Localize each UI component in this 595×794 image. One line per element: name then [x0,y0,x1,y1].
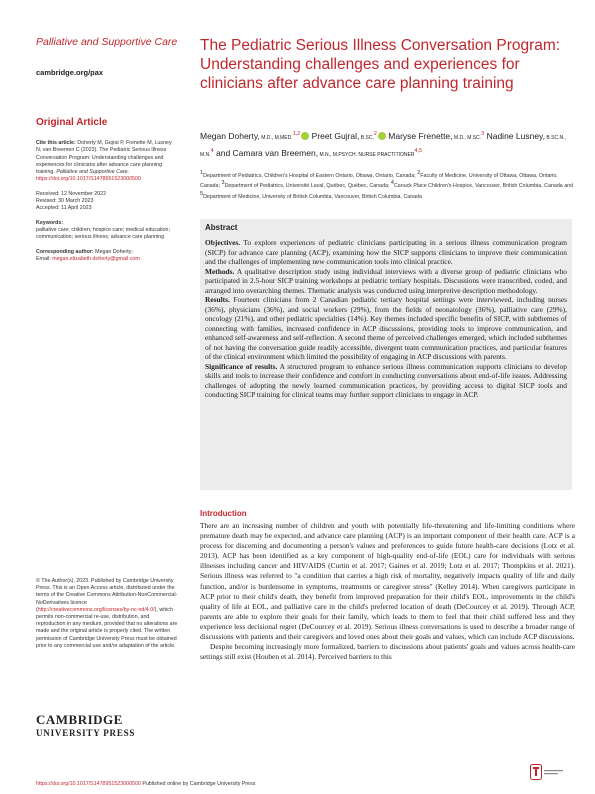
author-affiliation-sup: 1,2 [292,131,301,137]
dates-block [36,191,176,213]
article-metadata [36,140,176,270]
author-affiliation-sup: 2 [373,131,377,137]
keywords-text: palliative care; children; hospice care; medical education; communication; serious illness; advance care planning [36,226,170,241]
corresponding-name: Megan Doherty; [93,248,133,255]
intro-paragraph-1: There are an increasing number of children and youth with potentially life-threatening and life-limiting conditions where premature death may be expected, and advance care planning (ACP) is an important component of their health care. ACP is a process for discerning and documenting a person's values and preferences to guide future health-care decisions (Lotz et al. 2013). ACP has been identified as a key component of high-quality end-of-life (EOL) care for individuals with serious illnesses including cancer and HIV/AIDS (Curtin et al. 2017; Gaines et al. 2019; Lotz et al. 2017; Thompkins et al. 2021). Serious illness was referred to "a condition that carries a high risk of mortality, negatively impacts quality of life and daily function, and/or is burdensome in symptoms, treatments or caregiver stress" (Kelley 2014). When caregivers participate in ACP prior to their child's death, they benefit from improved preparation for their child's EOL, improvements in the child's quality of life at EOL, and palliative care in the child's preferred location of death (DeCourcey et al. 2019). Through ACP, parents are able to explore their goals for their family, which leads to them to feel that their child suffered less and they experience less decisional regret (DeCourcey et al. 2019). Serious illness conversations is used to describe a broader range of discussions with patients and their caregivers and loved ones about their goals and values, which can include ACP discussions. [200,521,575,642]
author-name: Megan Doherty, [200,130,260,141]
abstract-significance [205,362,567,400]
author-credentials: M.N., M.PSYCH. NURSE PRACTITIONER [318,151,415,158]
introduction-heading: Introduction [200,509,247,518]
intro-paragraph-2: Despite becoming increasingly more formalized, barriers to discussions about patients' goals and values across health-care settings still exist (Houben et al. 2014). Perceived barriers to this [200,642,575,662]
author-name: Maryse Frenette, [388,130,453,141]
author-affiliation-sup: 3 [481,131,485,137]
author-credentials: M.D., M.SC. [452,134,482,141]
license-text [36,578,178,650]
author-name: Nadine Lusney, [486,130,546,141]
email-link[interactable]: megan.elizabeth.doherty@gmail.com [52,255,140,262]
author [216,148,422,158]
significance-text: A structured program to enhance serious illness communication supports clinicians to develop skills and tools to increase their confidence and comfort in conducting conversations about end-of-life issues. Addressing challenges of adopting the newly learned communication practices, by providing access to digital SICP tools and conducting SICP training for clinical teams may further support clinicians to engage in ACP. [205,361,567,399]
license-part2: ), which permits non-commercial re-use, distribution, and reproduction in any medium, provided that no alterations are made and the original article is properly cited. The written permission of Cambridge University Press must be obtained prior to any commercial use and/or adaptation of the article. [36,606,178,649]
objectives-label: Objectives. [205,238,241,247]
citation-block [36,140,176,184]
abstract-heading: Abstract [205,223,238,232]
author-name: and Camara van Breemen, [216,147,319,158]
keywords-block [36,220,176,242]
cite-doi-link[interactable]: https://doi.org/10.1017/S1478951523000500 [36,176,141,183]
objectives-text: To explore experiences of pediatric clinicians participating in a serious illness communication program (SICP) for advance care planning (ACP), examining how the SICP supports clinicians to improve their communication and the challenges of implementing new communication tools into clinical practice. [205,238,567,266]
author-affiliation-sup: 4,5 [414,147,423,154]
keywords-label: Keywords: [36,219,64,226]
orcid-icon[interactable] [378,132,386,140]
footer-doi-link[interactable]: https://doi.org/10.1017/S1478951523000500 [36,781,141,787]
cite-label: Cite this article: [36,140,76,146]
significance-label: Significance of results. [205,361,278,371]
introduction-body [200,521,575,662]
journal-name: Palliative and Supportive Care [36,36,178,48]
logo-line1: CAMBRIDGE [36,712,123,727]
author [388,131,484,141]
article-type: Original Article [36,117,108,128]
author-credentials: B.SC. [359,134,374,141]
revised-date: Revised: 30 March 2023 [36,198,94,205]
article-title: The Pediatric Serious Illness Conversation Program: Understanding challenges and experiences for clinicians after advance care planning training [200,37,561,92]
license-link[interactable]: http://creativecommons.org/licenses/by-nc-nd/4.0/ [37,606,155,613]
results-text: Fourteen clinicians from 2 Canadian pediatric tertiary hospital settings were interviewed, including nurses (36%), physicians (36%), and social workers (29%), from the fields of neonatology (36%), palliative care (29%), oncology (21%), and other pediatric specialties (14%). Key themes included specific benefits of SICP, with subthemes of connecting with families, increased confidence in ACP discussions, providing tools to improve communication, and enhanced self-awareness and self-reflection. A second theme of perceived challenges emerged, which included subthemes of not having the conversation guide readily accessible, divergent team communication practices, and particular features of the clinical environment which limited the possibility of engaging in ACP discussions with parents. [205,295,567,361]
author-credentials: B.SC.N., M.N. [200,134,566,158]
methods-label: Methods. [205,266,235,276]
email-label: Email: [36,255,53,262]
author-list [200,128,570,162]
abstract-body [205,238,567,400]
corresponding-label: Corresponding author: [36,248,94,255]
corresponding-block [36,249,176,264]
abstract-results [205,295,567,362]
logo-line2: UNIVERSITY PRESS [36,728,136,738]
cite-text: Doherty M, Gujral P, Frenette M, Lusney N, van Breemen C (2023). The Pediatric Serious Illness Conversation Program: Understanding challenges and experiences for clinicians after advance care planning training. [36,140,172,176]
license-part1: © The Author(s), 2023. Published by Cambridge University Press. This is an Open Access article, distributed under the terms of the Creative Commons Attribution-NonCommercial-NoDerivatives licence ( [36,578,178,613]
abstract-objectives [205,238,567,267]
accepted-date: Accepted: 11 April 2023 [36,205,92,212]
affiliations: $^1$Department of Pediatrics, Children's Hospital of Eastern Ontario, Ottawa, Ontario, Canada; $^2$Faculty of Medicine, University of Ottawa, Ottawa, Ontario, Canada; $^3$Department of Pediatrics, Université Laval, Québec, Québec, Canada; $^4$Canuck Place Children's Hospice, Vancouver, British Columbia, Canada and $^5$Department of Medicine, University of British Columbia, Vancouver, British Columbia, Canada [200,170,574,200]
abstract-methods [205,267,567,296]
author-name: Preet Gujral, [311,130,360,141]
received-date: Received: 12 November 2022 [36,190,107,197]
doi-footer [36,781,255,787]
crossmark-icon[interactable] [530,764,564,780]
author-affiliation-sup: 4 [210,147,214,154]
cambridge-logo [36,712,135,738]
footer-published: Published online by Cambridge University Press [140,781,256,787]
cite-journal: Palliative and Supportive Care. [56,169,130,176]
methods-text: A qualitative description study using individual interviews with a diverse group of pediatric clinicians who participated in 2.5-hour SICP training workshops at pediatric tertiary hospitals. Discussions were transcribed, coded, and arranged into overarching themes. Thematic analysis was conducted using interpretive description methodology. [205,266,567,295]
author-credentials: M.D., M.MED. [259,134,293,141]
orcid-icon[interactable] [301,132,309,140]
results-label: Results. [205,295,230,304]
author [312,131,386,141]
journal-site-link[interactable]: cambridge.org/pax [36,68,104,77]
author [200,131,309,141]
